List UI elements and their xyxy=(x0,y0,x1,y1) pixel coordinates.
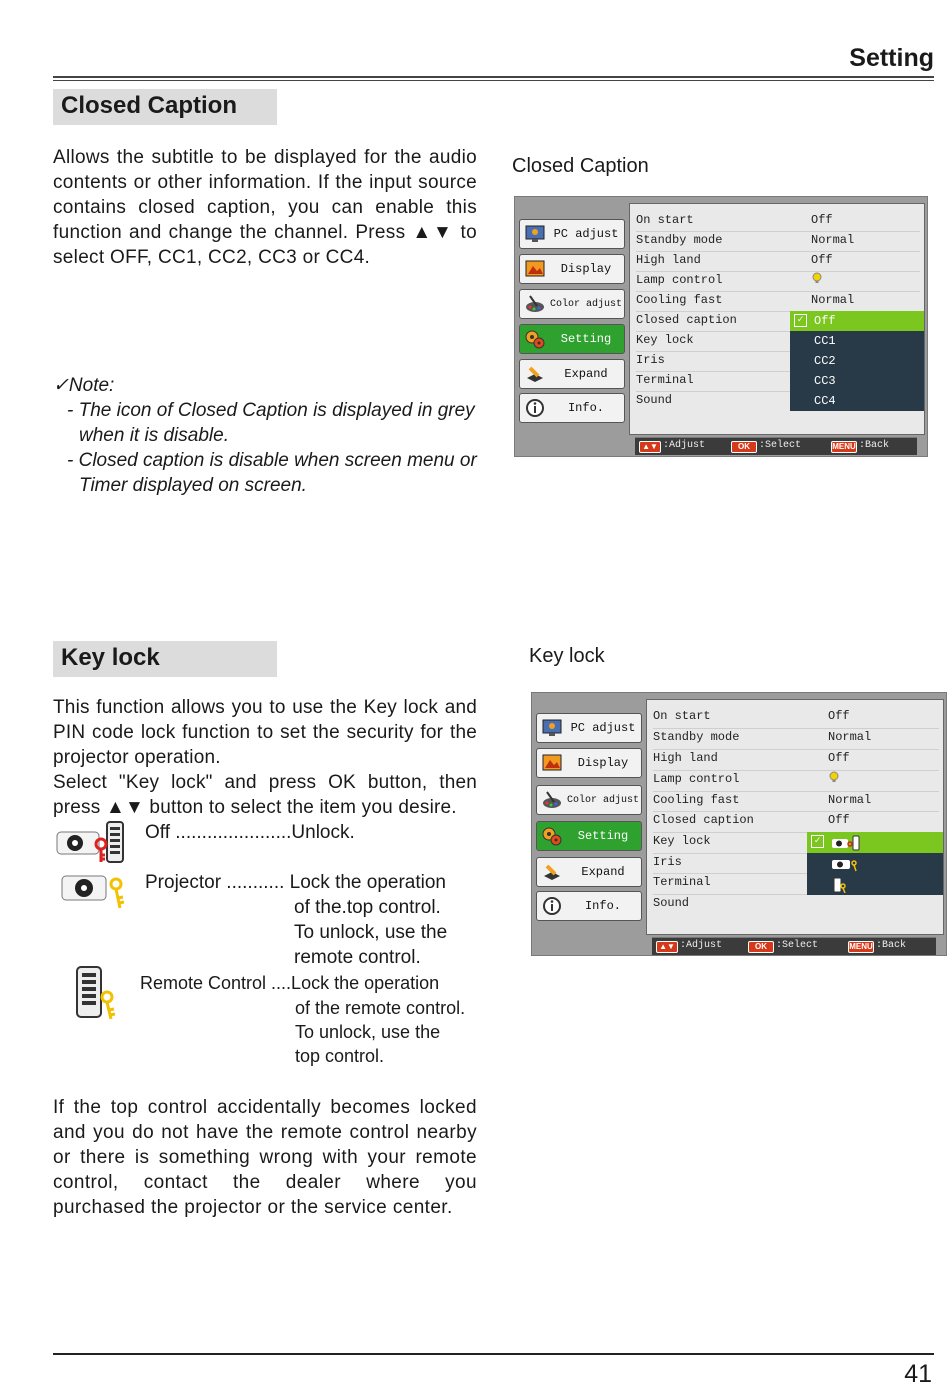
adjust-key-icon: ▲▼ xyxy=(656,941,678,953)
color-adjust-icon xyxy=(522,292,548,316)
dropdown-option-unlock[interactable] xyxy=(807,832,943,853)
key-lock-closing-paragraph: If the top control accidentally becomes locked and you do not have the remote control nearby or there is something wrong with your remote control, contact the dealer where you purchased the projector or the service center. xyxy=(53,1097,477,1218)
closed-caption-paragraph: Allows the subtitle to be displayed for the audio contents or other information. If the input source contains closed caption, you can enable this function and change the channel. Press ▲▼ to select OFF, CC1, CC2, CC3 or CC4. xyxy=(53,147,477,268)
settings-row[interactable]: Terminal xyxy=(636,373,694,387)
dropdown-option-projector-lock[interactable] xyxy=(807,853,943,874)
unlock-icon xyxy=(831,835,861,851)
menu-footer: ▲▼ :Adjust OK :Select MENU :Back xyxy=(652,937,936,955)
color-adjust-icon xyxy=(539,788,565,812)
expand-icon xyxy=(522,362,548,386)
footer-rule xyxy=(53,1353,934,1355)
lamp-icon xyxy=(811,272,911,288)
ok-key-icon: OK xyxy=(748,941,774,953)
settings-row[interactable]: High land Off xyxy=(653,751,850,765)
key-lock-figure-label: Key lock xyxy=(529,645,605,667)
menu-pc-adjust-button[interactable]: PC adjust xyxy=(519,219,625,249)
settings-row[interactable]: High land Off xyxy=(636,253,833,267)
pc-adjust-icon xyxy=(539,716,565,740)
key-lock-description xyxy=(53,695,477,820)
menu-key-icon: MENU xyxy=(832,442,856,451)
unlock-icon xyxy=(55,820,127,864)
key-lock-closing xyxy=(53,1095,477,1220)
dropdown-option-cc4[interactable]: CC4 xyxy=(814,394,836,408)
info-icon xyxy=(522,396,548,420)
adjust-key-icon: ▲▼ xyxy=(639,441,661,453)
closed-caption-description xyxy=(53,145,477,270)
header-rule-thin xyxy=(53,80,934,81)
menu-pc-adjust-button[interactable]: PC adjust xyxy=(536,713,642,743)
key-lock-paragraph-2: Select "Key lock" and press OK button, then press ▲▼ button to select the item you desire. xyxy=(53,772,477,818)
menu-color-adjust-button[interactable]: Color adjust xyxy=(536,785,642,815)
menu-setting-button[interactable]: Setting xyxy=(519,324,625,354)
menu-info-button[interactable]: Info. xyxy=(536,891,642,921)
settings-row[interactable]: On start Off xyxy=(653,709,850,723)
check-icon: ✓ xyxy=(794,314,807,327)
remote-lock-icon xyxy=(75,965,123,1021)
settings-panel xyxy=(629,203,925,435)
check-icon: ✓ xyxy=(811,835,824,848)
dropdown-option-off[interactable]: ✓ Off xyxy=(790,311,924,331)
menu-display-button[interactable]: Display xyxy=(536,748,642,778)
settings-row[interactable]: Terminal xyxy=(653,875,711,889)
closed-caption-dropdown[interactable] xyxy=(790,311,924,411)
key-lock-paragraph: This function allows you to use the Key lock and PIN code lock function to set the security for the projector operation. xyxy=(53,697,477,768)
settings-row-key-lock[interactable]: Key lock xyxy=(653,834,711,848)
ok-key-icon: OK xyxy=(731,441,757,453)
settings-row[interactable]: On start Off xyxy=(636,213,833,227)
key-lock-menu-screen xyxy=(531,692,947,956)
settings-row[interactable]: Sound xyxy=(653,896,690,910)
note-title: ✓Note: xyxy=(53,375,115,396)
settings-row[interactable]: Sound xyxy=(636,393,673,407)
info-icon xyxy=(539,894,565,918)
projector-lock-description: of the.top control. To unlock, use the remote control. xyxy=(294,897,448,968)
projector-lock-icon xyxy=(60,870,132,910)
display-icon xyxy=(539,751,565,775)
menu-info-button[interactable]: Info. xyxy=(519,393,625,423)
pc-adjust-icon xyxy=(522,222,548,246)
dropdown-option-cc2[interactable]: CC2 xyxy=(814,354,836,368)
gear-icon xyxy=(522,327,548,351)
remote-lock-description: of the remote control. To unlock, use the top control. xyxy=(295,998,466,1066)
key-lock-option-projector: Projector ........... Lock the operation xyxy=(145,872,446,893)
settings-row[interactable]: Lamp control xyxy=(636,270,911,290)
menu-footer: ▲▼ :Adjust OK :Select MENU :Back xyxy=(635,437,917,455)
menu-key-icon: MENU xyxy=(849,942,873,951)
settings-row[interactable]: Key lock xyxy=(636,333,694,347)
settings-row[interactable]: Lamp control xyxy=(653,769,928,789)
gear-icon xyxy=(539,824,565,848)
key-lock-dropdown[interactable] xyxy=(807,832,943,895)
closed-caption-menu-screen xyxy=(514,196,928,457)
settings-row[interactable]: Cooling fast Normal xyxy=(636,293,855,307)
menu-expand-button[interactable]: Expand xyxy=(519,359,625,389)
expand-icon xyxy=(539,860,565,884)
header-rule xyxy=(53,76,934,78)
menu-expand-button[interactable]: Expand xyxy=(536,857,642,887)
section-title: Setting xyxy=(849,44,934,72)
lamp-icon xyxy=(828,771,928,787)
closed-caption-heading: Closed Caption xyxy=(53,89,277,125)
note-item: - The icon of Closed Caption is displayed in grey when it is disable. xyxy=(67,400,475,446)
menu-display-button[interactable]: Display xyxy=(519,254,625,284)
menu-setting-button[interactable]: Setting xyxy=(536,821,642,851)
note-item: - Closed caption is disable when screen menu or Timer displayed on screen. xyxy=(67,450,477,496)
dropdown-option-remote-lock[interactable] xyxy=(807,874,943,895)
settings-row[interactable]: Standby mode Normal xyxy=(653,730,872,744)
key-lock-option-off: Off ......................Unlock. xyxy=(145,822,355,843)
key-lock-option-remote: Remote Control ....Lock the operation xyxy=(140,973,440,993)
settings-row[interactable]: Iris xyxy=(653,855,682,869)
dropdown-option-cc1[interactable]: CC1 xyxy=(814,334,836,348)
page-number: 41 xyxy=(904,1360,932,1388)
settings-row-closed-caption[interactable]: Closed caption xyxy=(636,313,737,327)
menu-color-adjust-button[interactable]: Color adjust xyxy=(519,289,625,319)
key-lock-heading: Key lock xyxy=(53,641,277,677)
settings-row[interactable]: Standby mode Normal xyxy=(636,233,855,247)
closed-caption-figure-label: Closed Caption xyxy=(512,155,649,177)
closed-caption-note xyxy=(53,373,493,498)
projector-lock-icon xyxy=(831,856,861,872)
remote-lock-icon xyxy=(831,877,861,893)
settings-row[interactable]: Closed caption Off xyxy=(653,813,850,827)
dropdown-option-cc3[interactable]: CC3 xyxy=(814,374,836,388)
settings-panel xyxy=(646,699,944,935)
settings-row[interactable]: Iris xyxy=(636,353,665,367)
display-icon xyxy=(522,257,548,281)
settings-row[interactable]: Cooling fast Normal xyxy=(653,793,872,807)
